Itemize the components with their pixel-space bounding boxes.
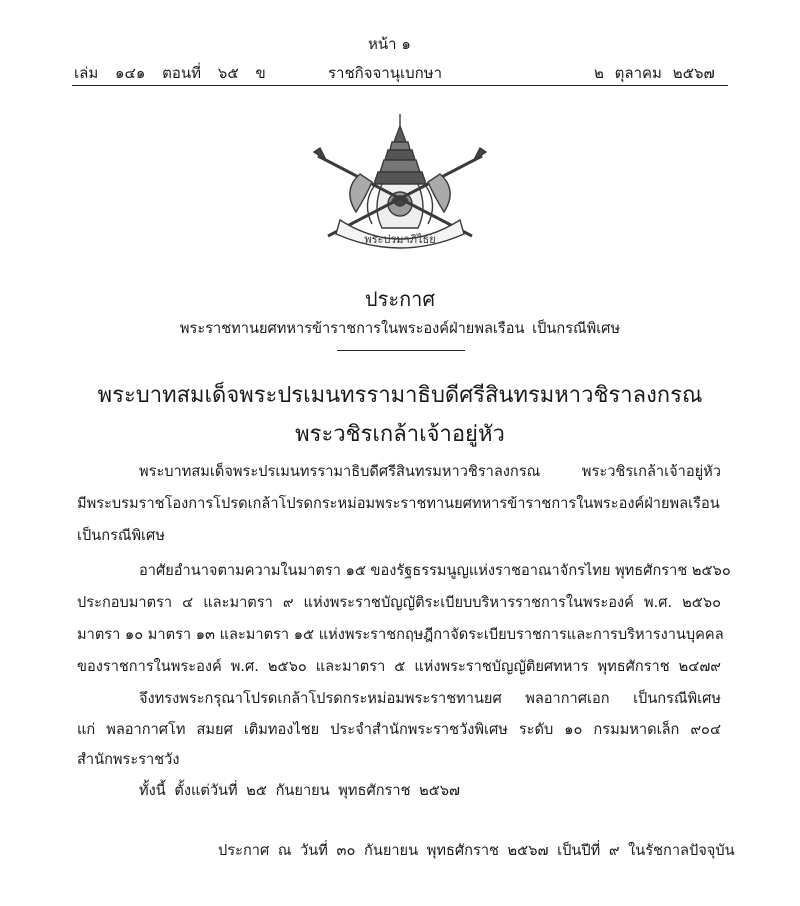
title-rule (337, 350, 465, 351)
king-name-line-1: พระบาทสมเด็จพระปรเมนทรรามาธิบดีศรีสินทรมหาวชิราลงกรณ (97, 383, 703, 408)
page-number: หน้า ๑ (368, 35, 411, 53)
p3-line-1: จึงทรงพระกรุณาโปรดเกล้าโปรดกระหม่อมพระราชทานยศ พลอากาศเอก เป็นกรณีพิเศษ (139, 690, 721, 707)
p2-line-3: มาตรา ๑๐ มาตรา ๑๓ และมาตรา ๑๕ แห่งพระราชกฤษฎีกาจัดระเบียบราชการและการบริหารงานบุคคล (77, 626, 724, 643)
p3-line-2: แก่ พลอากาศโท สมยศ เติมทองไชย ประจำสำนักพระราชวังพิเศษ ระดับ ๑๐ กรมมหาดเล็ก ๙๐๔ (77, 721, 721, 738)
emblem-ribbon-text: พระปรมาภิไธย (364, 233, 436, 246)
announcement-subject: พระราชทานยศทหารข้าราชการในพระองค์ฝ่ายพลเรือน เป็นกรณีพิเศษ (179, 320, 621, 337)
p1-line-3: เป็นกรณีพิเศษ (77, 527, 165, 544)
p2-line-4: ของราชการในพระองค์ พ.ศ. ๒๕๖๐ และมาตรา ๕ แห่งพระราชบัญญัติยศทหาร พุทธศักราช ๒๔๗๙ (77, 658, 721, 675)
p1-line-1: พระบาทสมเด็จพระปรเมนทรรามาธิบดีศรีสินทรมหาวชิราลงกรณ พระวชิรเกล้าเจ้าอยู่หัว (139, 463, 721, 480)
effective-date: ทั้งนี้ ตั้งแต่วันที่ ๒๕ กันยายน พุทธศักราช ๒๕๖๗ (139, 782, 461, 799)
p2-line-1: อาศัยอำนาจตามความในมาตรา ๑๕ ของรัฐธรรมนูญแห่งราชอาณาจักรไทย พุทธศักราช ๒๕๖๐ (139, 562, 731, 579)
announcement-title: ประกาศ (364, 287, 436, 311)
gazette-name: ราชกิจจานุเบกษา (328, 64, 443, 82)
p1-line-2: มีพระบรมราชโองการโปรดเกล้าโปรดกระหม่อมพระราชทานยศทหารข้าราชการในพระองค์ฝ่ายพลเรือน (77, 495, 720, 512)
p3-line-3: สำนักพระราชวัง (77, 751, 180, 768)
king-name-line-2: พระวชิรเกล้าเจ้าอยู่หัว (295, 422, 505, 447)
issue-date: ๒ ตุลาคม ๒๕๖๗ (594, 64, 715, 82)
volume-issue: เล่ม ๑๔๑ ตอนที่ ๖๕ ข (74, 64, 266, 82)
p2-line-2: ประกอบมาตรา ๔ และมาตรา ๙ แห่งพระราชบัญญัติระเบียบบริหารราชการในพระองค์ พ.ศ. ๒๕๖๐ (77, 594, 721, 611)
header-rule (72, 85, 728, 86)
closing-date: ประกาศ ณ วันที่ ๓๐ กันยายน พุทธศักราช ๒๕๖๗ เป็นปีที่ ๙ ในรัชกาลปัจจุบัน (218, 842, 735, 859)
royal-cypher-emblem-icon (312, 112, 488, 254)
